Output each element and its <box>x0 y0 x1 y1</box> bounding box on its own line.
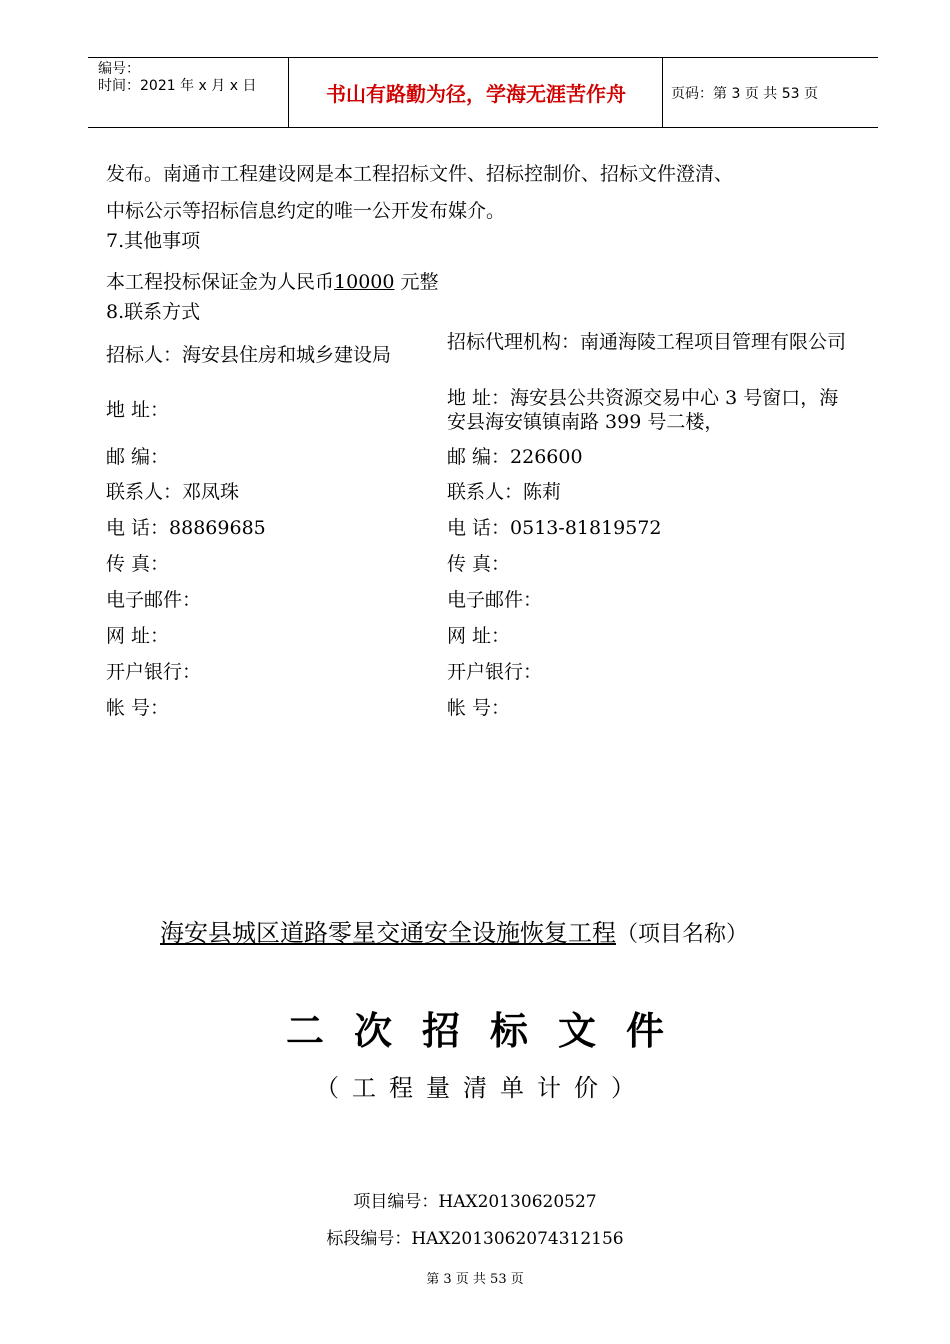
page-footer: 第 3 页 共 53 页 <box>426 1272 524 1287</box>
tenderer-website: 网 址： <box>106 625 170 647</box>
agency-contact: 联系人：陈莉 <box>447 481 562 503</box>
paragraph-line: 发布。南通市工程建设网是本工程招标文件、招标控制价、招标文件澄清、 <box>106 163 734 185</box>
section-code: 标段编号：HAX2013062074312156 <box>326 1229 624 1249</box>
project-name: 海安县城区道路零星交通安全设施恢复工程 <box>160 919 616 947</box>
agency-bank: 开户银行： <box>447 661 543 683</box>
header-page-info: 页码：第 3 页 共 53 页 <box>671 85 818 102</box>
project-name-line <box>160 913 748 948</box>
agency-website: 网 址： <box>447 625 511 647</box>
agency-phone: 电 话：0513-81819572 <box>447 517 662 539</box>
paragraph-line: 中标公示等招标信息约定的唯一公开发布媒介。 <box>106 200 506 222</box>
tenderer-postcode: 邮 编： <box>106 446 170 468</box>
time-line: 时间：2021 年 x 月 x 日 <box>98 78 257 94</box>
agency-account: 帐 号： <box>447 697 511 719</box>
header-motto: 书山有路勤为径，学海无涯苦作舟 <box>326 82 626 106</box>
agency-address: 地 址：海安县公共资源交易中心 3 号窗口，海安县海安镇镇南路 399 号二楼， <box>447 387 839 433</box>
tenderer-address: 地 址： <box>106 399 170 421</box>
deposit-suffix: 元整 <box>400 271 439 293</box>
tenderer: 招标人：海安县住房和城乡建设局 <box>106 344 392 366</box>
document-title: 二次招标文件 <box>285 1009 694 1053</box>
project-code: 项目编号：HAX20130620527 <box>353 1192 597 1212</box>
header-divider <box>662 58 663 127</box>
agency: 招标代理机构：南通海陵工程项目管理有限公司 <box>447 331 847 353</box>
deposit-prefix: 本工程投标保证金为人民币 <box>106 271 335 293</box>
tenderer-account: 帐 号： <box>106 697 170 719</box>
document-subtitle: （工程量清单计价） <box>315 1074 648 1102</box>
tenderer-bank: 开户银行： <box>106 661 202 683</box>
project-name-suffix: （项目名称） <box>616 922 749 947</box>
header-meta <box>98 61 288 95</box>
header-divider <box>288 58 289 127</box>
tenderer-email: 电子邮件： <box>106 589 202 611</box>
agency-postcode: 邮 编：226600 <box>447 446 583 468</box>
tenderer-phone: 电 话：88869685 <box>106 517 266 539</box>
number-label: 编号： <box>98 61 140 77</box>
section-heading-7: 7.其他事项 <box>106 230 201 252</box>
agency-fax: 传 真： <box>447 553 511 575</box>
page-header <box>88 57 878 128</box>
deposit-line <box>106 270 439 294</box>
section-heading-8: 8.联系方式 <box>106 301 201 323</box>
tenderer-fax: 传 真： <box>106 553 170 575</box>
tenderer-contact: 联系人：邓凤珠 <box>106 481 240 503</box>
agency-email: 电子邮件： <box>447 589 543 611</box>
deposit-amount: 10000 <box>334 271 395 293</box>
